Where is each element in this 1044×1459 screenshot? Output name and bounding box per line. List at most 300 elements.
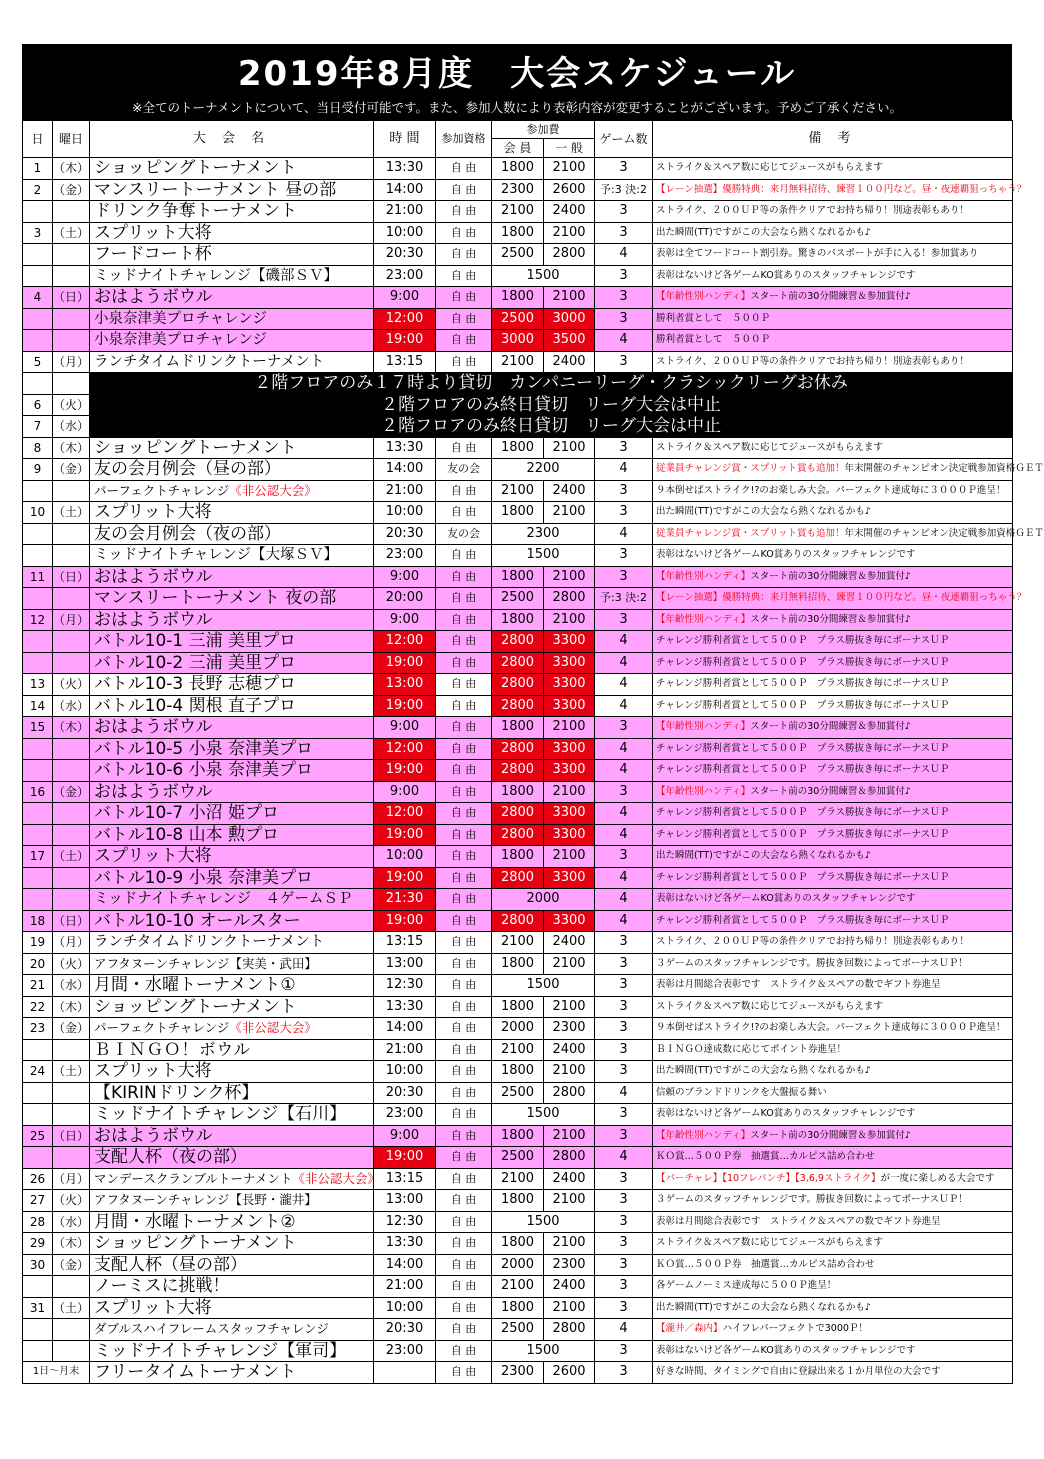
games-cell: 3 — [595, 437, 653, 459]
general-fee-cell: 2800 — [544, 244, 595, 266]
remarks-cell — [653, 1297, 1013, 1319]
general-fee-cell: 2600 — [544, 179, 595, 201]
tournament-name-text: ノーミスに挑戦！ — [94, 1276, 230, 1297]
remarks-cell — [653, 631, 1013, 653]
general-fee-cell: 2400 — [544, 201, 595, 223]
eligibility-cell: 自 由 — [436, 244, 492, 266]
col-time: 時 間 — [374, 121, 436, 158]
tournament-name-text: ミッドナイトチャレンジ【大塚ＳＶ】 — [94, 547, 339, 564]
dow-cell: （月） — [53, 1168, 90, 1190]
dow-cell — [53, 1082, 90, 1104]
time-cell: 10:00 — [374, 1061, 436, 1083]
games-cell: 3 — [595, 975, 653, 997]
tournament-name-text: パーフェクトチャレンジ — [94, 482, 230, 498]
tournament-name-text: マンデースクランブルトーナメント — [94, 1170, 293, 1186]
remarks-cell — [653, 1168, 1013, 1190]
tournament-name-text: ランチタイムドリンクトーナメント — [94, 934, 325, 951]
time-cell: 23:00 — [374, 545, 436, 567]
table-row — [23, 523, 1013, 545]
remarks-rest: ハイフレパーフェクトで3000Ｐ！ — [722, 1323, 868, 1335]
remarks-text: チャレンジ勝利者賞として５００Ｐ プラス勝抜き毎にボーナスＵＰ — [656, 871, 950, 883]
remarks-text — [656, 1173, 994, 1184]
remarks-text: ストライク、２００ＵＰ等の条件クリアでお持ち帰り！別途表彰もあり！ — [656, 355, 969, 367]
tournament-name — [90, 265, 374, 287]
table-row — [23, 867, 1013, 889]
day-cell — [23, 1039, 53, 1061]
games-cell: 予:3 決:2 — [595, 588, 653, 610]
games-cell: 3 — [595, 1190, 653, 1212]
table-row — [23, 1039, 1013, 1061]
remarks-cell — [653, 244, 1013, 266]
remarks-cell — [653, 846, 1013, 868]
table-row — [23, 803, 1013, 825]
eligibility-cell: 自 由 — [436, 265, 492, 287]
time-cell: 20:30 — [374, 244, 436, 266]
general-fee-cell: 2100 — [544, 717, 595, 739]
fee-cell: 1500 — [492, 1104, 595, 1126]
remarks-bracket: 【年齢性別ハンディ】 — [656, 721, 751, 733]
remarks-text — [656, 291, 911, 302]
dow-cell: （木） — [53, 717, 90, 739]
general-fee-cell: 2100 — [544, 609, 595, 631]
eligibility-cell: 自 由 — [436, 179, 492, 201]
member-fee-cell: 2800 — [492, 652, 544, 674]
member-fee-cell: 2300 — [492, 1362, 544, 1384]
tournament-name-text: ミッドナイトチャレンジ【軍司】 — [94, 1340, 347, 1361]
dow-cell — [53, 588, 90, 610]
games-cell: 4 — [595, 803, 653, 825]
eligibility-cell: 自 由 — [436, 566, 492, 588]
eligibility-cell: 自 由 — [436, 781, 492, 803]
remarks-cell — [653, 1254, 1013, 1276]
dow-cell: （火） — [53, 1190, 90, 1212]
member-fee-cell: 1800 — [492, 781, 544, 803]
games-cell: 4 — [595, 867, 653, 889]
remarks-cell — [653, 351, 1013, 373]
remarks-cell — [653, 1125, 1013, 1147]
day-cell: 1日～月末 — [23, 1362, 90, 1384]
member-fee-cell: 1800 — [492, 846, 544, 868]
time-cell: 12:00 — [374, 308, 436, 330]
general-fee-cell: 2100 — [544, 158, 595, 180]
remarks-cell — [653, 609, 1013, 631]
remarks-cell — [653, 588, 1027, 610]
dow-cell: （月） — [53, 609, 90, 631]
eligibility-cell: 自 由 — [436, 330, 492, 352]
day-cell: 16 — [23, 781, 53, 803]
member-fee-cell: 2500 — [492, 244, 544, 266]
general-fee-cell: 3300 — [544, 738, 595, 760]
eligibility-cell: 自 由 — [436, 545, 492, 567]
member-fee-cell: 1800 — [492, 1233, 544, 1255]
schedule-table — [22, 120, 1044, 1384]
col-games: ゲーム数 — [595, 121, 653, 158]
dow-cell — [53, 803, 90, 825]
tournament-name — [90, 1297, 374, 1319]
remarks-cell — [653, 480, 1013, 502]
day-cell — [23, 824, 53, 846]
games-cell: 3 — [595, 1254, 653, 1276]
eligibility-cell: 自 由 — [436, 588, 492, 610]
time-cell: 19:00 — [374, 867, 436, 889]
time-cell: 19:00 — [374, 910, 436, 932]
table-row — [23, 1276, 1013, 1298]
day-cell: 28 — [23, 1211, 53, 1233]
remarks-cell — [653, 975, 1013, 997]
dow-cell: （日） — [53, 287, 90, 309]
remarks-text — [656, 721, 911, 732]
dow-cell: （水） — [53, 1211, 90, 1233]
tournament-name — [90, 760, 374, 782]
member-fee-cell: 1800 — [492, 437, 544, 459]
dow-cell: （木） — [53, 1233, 90, 1255]
remarks-cell — [653, 1276, 1013, 1298]
time-cell: 23:00 — [374, 1340, 436, 1362]
games-cell: 3 — [595, 1297, 653, 1319]
table-row — [23, 158, 1013, 180]
remarks-text: 表彰はないけど各ゲームKO賞ありのスタッフチャレンジです — [656, 1344, 916, 1356]
day-cell: 20 — [23, 953, 53, 975]
remarks-cell — [653, 695, 1013, 717]
table-row — [23, 373, 1013, 395]
remarks-bracket: 【年齢性別ハンディ】 — [656, 613, 751, 625]
day-cell — [23, 867, 53, 889]
remarks-text: 表彰はないけど各ゲームKO賞ありのスタッフチャレンジです — [656, 269, 916, 281]
member-fee-cell: 1800 — [492, 566, 544, 588]
dow-cell — [53, 201, 90, 223]
eligibility-cell: 自 由 — [436, 1233, 492, 1255]
day-cell: 1 — [23, 158, 53, 180]
games-cell: 3 — [595, 158, 653, 180]
remarks-cell — [653, 1104, 1013, 1126]
dow-cell — [53, 824, 90, 846]
time-cell: 12:30 — [374, 1211, 436, 1233]
time-cell: 9:00 — [374, 566, 436, 588]
dow-cell: （金） — [53, 459, 90, 481]
dow-cell — [53, 889, 90, 911]
member-fee-cell: 2500 — [492, 1319, 544, 1341]
dow-cell — [53, 480, 90, 502]
tournament-name — [90, 201, 374, 223]
fee-cell: 1500 — [492, 1211, 595, 1233]
member-fee-cell: 2000 — [492, 1254, 544, 1276]
time-cell: 19:00 — [374, 824, 436, 846]
member-fee-cell: 1800 — [492, 996, 544, 1018]
remarks-cell — [653, 803, 1013, 825]
table-row — [23, 566, 1013, 588]
remarks-rest: スタート前の30分間練習＆参加賞付♪ — [750, 1129, 911, 1141]
general-fee-cell: 3300 — [544, 824, 595, 846]
dow-cell: （木） — [53, 996, 90, 1018]
unofficial-tag: 《非公認大会》 — [292, 1170, 380, 1186]
tournament-name-text: 支配人杯（昼の部） — [94, 1254, 247, 1275]
eligibility-cell: 自 由 — [436, 910, 492, 932]
tournament-name — [90, 609, 374, 631]
games-cell: 4 — [595, 1147, 653, 1169]
games-cell: 3 — [595, 1233, 653, 1255]
remarks-bracket: 【パーチャレ】【10フレパンチ】【3,6,9ストライク】 — [656, 1172, 881, 1184]
table-row — [23, 1297, 1013, 1319]
time-cell: 12:00 — [374, 738, 436, 760]
remarks-cell — [653, 1211, 1013, 1233]
time-cell — [374, 1362, 436, 1384]
eligibility-cell: 友の会 — [436, 459, 492, 481]
schedule-sheet — [22, 44, 1044, 1384]
remarks-text: ストライク＆スペア数に応じてジュースがもらえます — [656, 1237, 883, 1249]
tournament-name-text: おはようボウル — [94, 566, 213, 587]
remarks-text: 信頼のブランドドリンクを大盤振る舞い — [656, 1086, 827, 1098]
day-cell: 13 — [23, 674, 53, 696]
day-cell: 21 — [23, 975, 53, 997]
general-fee-cell: 2800 — [544, 1147, 595, 1169]
time-cell: 9:00 — [374, 717, 436, 739]
games-cell: 3 — [595, 566, 653, 588]
tournament-name-text: アフタヌーンチャレンジ【長野・瀧井】 — [94, 1192, 317, 1208]
dow-cell — [53, 308, 90, 330]
tournament-name — [90, 502, 374, 524]
tournament-name-text: バトル10-4 関根 直子プロ — [94, 695, 297, 716]
games-cell: 3 — [595, 1061, 653, 1083]
day-cell: 22 — [23, 996, 53, 1018]
remarks-text: ＫＯ賞…５００Ｐ券 抽選賞…カルピス詰め合わせ — [656, 1151, 875, 1163]
remarks-text: 表彰はないけど各ゲームKO賞ありのスタッフチャレンジです — [656, 1108, 916, 1120]
games-cell: 3 — [595, 502, 653, 524]
remarks-cell — [653, 1319, 1013, 1341]
tournament-name — [90, 523, 374, 545]
remarks-rest: スタート前の30分間練習＆参加賞付♪ — [750, 613, 911, 625]
day-cell — [23, 1147, 53, 1169]
time-cell: 23:00 — [374, 1104, 436, 1126]
day-cell: 12 — [23, 609, 53, 631]
table-row — [23, 437, 1013, 459]
dow-cell: （金） — [53, 1018, 90, 1040]
table-row — [23, 846, 1013, 868]
remarks-text: ストライク＆スペア数に応じてジュースがもらえます — [656, 1000, 883, 1012]
fee-cell: 2300 — [492, 523, 595, 545]
remarks-cell — [653, 932, 1013, 954]
dow-cell — [53, 545, 90, 567]
page-title: 2019年8月度 大会スケジュール — [237, 54, 797, 94]
tournament-name — [90, 717, 374, 739]
games-cell: 3 — [595, 308, 653, 330]
day-cell — [23, 545, 53, 567]
day-cell — [23, 803, 53, 825]
table-row — [23, 695, 1013, 717]
eligibility-cell: 自 由 — [436, 975, 492, 997]
eligibility-cell: 自 由 — [436, 1104, 492, 1126]
col-member: 会 員 — [492, 139, 544, 158]
eligibility-cell: 自 由 — [436, 437, 492, 459]
games-cell: 4 — [595, 523, 653, 545]
dow-cell — [53, 1276, 90, 1298]
eligibility-cell: 自 由 — [436, 760, 492, 782]
remarks-text: チャレンジ勝利者賞として５００Ｐ プラス勝抜き毎にボーナスＵＰ — [656, 656, 950, 668]
games-cell: 4 — [595, 652, 653, 674]
day-cell: 26 — [23, 1168, 53, 1190]
schedule-body — [23, 158, 1044, 1384]
games-cell: 3 — [595, 201, 653, 223]
col-fee: 参加費 — [492, 121, 595, 139]
general-fee-cell: 2100 — [544, 1190, 595, 1212]
table-row — [23, 652, 1013, 674]
member-fee-cell: 2800 — [492, 695, 544, 717]
day-cell — [23, 588, 53, 610]
closure-banner: ２階フロアのみ終日貸切 リーグ大会は中止 — [90, 416, 1013, 438]
general-fee-cell: 2800 — [544, 1319, 595, 1341]
table-row — [23, 1319, 1013, 1341]
member-fee-cell: 2800 — [492, 674, 544, 696]
dow-cell — [53, 738, 90, 760]
table-row — [23, 824, 1013, 846]
table-row — [23, 1362, 1013, 1384]
remarks-text — [656, 614, 911, 625]
tournament-name-text: 小泉奈津美プロチャレンジ — [94, 310, 267, 327]
games-cell: 3 — [595, 1340, 653, 1362]
dow-cell: （火） — [53, 394, 90, 416]
tournament-name — [90, 1018, 374, 1040]
tournament-name — [90, 889, 374, 911]
member-fee-cell: 2000 — [492, 1018, 544, 1040]
general-fee-cell: 2100 — [544, 781, 595, 803]
day-cell: 30 — [23, 1254, 53, 1276]
dow-cell — [53, 1039, 90, 1061]
day-cell — [23, 244, 53, 266]
remarks-text: チャレンジ勝利者賞として５００Ｐ プラス勝抜き毎にボーナスＵＰ — [656, 635, 950, 647]
eligibility-cell: 自 由 — [436, 867, 492, 889]
day-cell — [23, 330, 53, 352]
member-fee-cell: 2100 — [492, 932, 544, 954]
tournament-name-text: 友の会月例会（夜の部） — [94, 523, 281, 544]
eligibility-cell: 自 由 — [436, 1018, 492, 1040]
general-fee-cell: 3300 — [544, 760, 595, 782]
remarks-cell — [653, 760, 1013, 782]
time-cell: 19:00 — [374, 695, 436, 717]
table-row — [23, 545, 1013, 567]
tournament-name — [90, 308, 374, 330]
member-fee-cell: 2800 — [492, 824, 544, 846]
dow-cell: （水） — [53, 416, 90, 438]
remarks-text: 表彰は全てフードコート割引券。驚きのパスポートが手に入る！参加賞あり — [656, 248, 979, 260]
remarks-cell — [653, 222, 1013, 244]
tournament-name-text: ショッピングトーナメント — [94, 1233, 297, 1254]
day-cell — [23, 265, 53, 287]
tournament-name — [90, 910, 374, 932]
remarks-cell — [653, 717, 1013, 739]
member-fee-cell: 2500 — [492, 1082, 544, 1104]
time-cell: 12:30 — [374, 975, 436, 997]
eligibility-cell: 自 由 — [436, 287, 492, 309]
remarks-text: 出た瞬間(TT)ですがこの大会なら熱くなれるかも♪ — [656, 226, 871, 238]
day-cell — [23, 201, 53, 223]
general-fee-cell: 2100 — [544, 996, 595, 1018]
unofficial-tag: 《非公認大会》 — [229, 482, 317, 498]
remarks-cell — [653, 867, 1013, 889]
tournament-name-text: ショッピングトーナメント — [94, 996, 297, 1017]
tournament-name — [90, 867, 374, 889]
general-fee-cell: 2800 — [544, 1082, 595, 1104]
member-fee-cell: 2100 — [492, 351, 544, 373]
time-cell: 21:00 — [374, 1039, 436, 1061]
remarks-text: ストライク＆スペア数に応じてジュースがもらえます — [656, 162, 883, 174]
member-fee-cell: 1800 — [492, 1190, 544, 1212]
time-cell: 13:00 — [374, 953, 436, 975]
table-row — [23, 1018, 1013, 1040]
remarks-cell — [653, 824, 1013, 846]
member-fee-cell: 2300 — [492, 179, 544, 201]
day-cell: 24 — [23, 1061, 53, 1083]
games-cell: 3 — [595, 1018, 653, 1040]
time-cell: 21:00 — [374, 1276, 436, 1298]
time-cell: 23:00 — [374, 265, 436, 287]
time-cell: 9:00 — [374, 609, 436, 631]
eligibility-cell: 自 由 — [436, 1147, 492, 1169]
games-cell: 3 — [595, 932, 653, 954]
day-cell: 9 — [23, 459, 53, 481]
member-fee-cell: 1800 — [492, 502, 544, 524]
remarks-text: チャレンジ勝利者賞として５００Ｐ プラス勝抜き毎にボーナスＵＰ — [656, 764, 950, 776]
eligibility-cell: 自 由 — [436, 1168, 492, 1190]
tournament-name — [90, 1147, 374, 1169]
remarks-cell — [653, 1061, 1013, 1083]
dow-cell: （水） — [53, 975, 90, 997]
member-fee-cell: 2800 — [492, 631, 544, 653]
remarks-text: チャレンジ勝利者賞として５００Ｐ プラス勝抜き毎にボーナスＵＰ — [656, 742, 950, 754]
fee-cell: 1500 — [492, 1340, 595, 1362]
day-cell — [23, 480, 53, 502]
general-fee-cell: 3300 — [544, 910, 595, 932]
remarks-cell — [653, 437, 1013, 459]
tournament-name — [90, 695, 374, 717]
eligibility-cell: 自 由 — [436, 351, 492, 373]
tournament-name-text: フードコート杯 — [94, 244, 212, 265]
dow-cell: （水） — [53, 695, 90, 717]
remarks-text: ３ゲームのスタッフチャレンジです。勝抜き回数によってボーナスＵＰ！ — [656, 957, 968, 969]
dow-cell: （土） — [53, 1297, 90, 1319]
remarks-text: 表彰は月間総合表彰です ストライク＆スペアの数でギフト券進呈 — [656, 979, 941, 991]
tournament-name — [90, 222, 374, 244]
member-fee-cell: 2800 — [492, 738, 544, 760]
remarks-cell — [653, 566, 1013, 588]
eligibility-cell: 自 由 — [436, 308, 492, 330]
dow-cell: （土） — [53, 1061, 90, 1083]
day-cell — [23, 523, 53, 545]
table-row — [23, 609, 1013, 631]
tournament-name — [90, 1233, 374, 1255]
eligibility-cell: 自 由 — [436, 932, 492, 954]
eligibility-cell: 自 由 — [436, 1362, 492, 1384]
remarks-text — [656, 1323, 868, 1334]
dow-cell: （土） — [53, 846, 90, 868]
time-cell: 9:00 — [374, 1125, 436, 1147]
tournament-name — [90, 674, 374, 696]
tournament-name — [90, 351, 374, 373]
games-cell: 3 — [595, 781, 653, 803]
tournament-name-text: おはようボウル — [94, 1125, 213, 1146]
remarks-bracket: 【年齢性別ハンディ】 — [656, 570, 751, 582]
time-cell: 13:30 — [374, 1233, 436, 1255]
table-row — [23, 975, 1013, 997]
general-fee-cell: 2100 — [544, 953, 595, 975]
games-cell: 3 — [595, 351, 653, 373]
table-row — [23, 351, 1013, 373]
tournament-name — [90, 1340, 374, 1362]
eligibility-cell: 自 由 — [436, 652, 492, 674]
table-row — [23, 265, 1013, 287]
time-cell: 13:00 — [374, 674, 436, 696]
table-row — [23, 588, 1013, 610]
dow-cell — [53, 1319, 90, 1341]
table-row — [23, 1190, 1013, 1212]
